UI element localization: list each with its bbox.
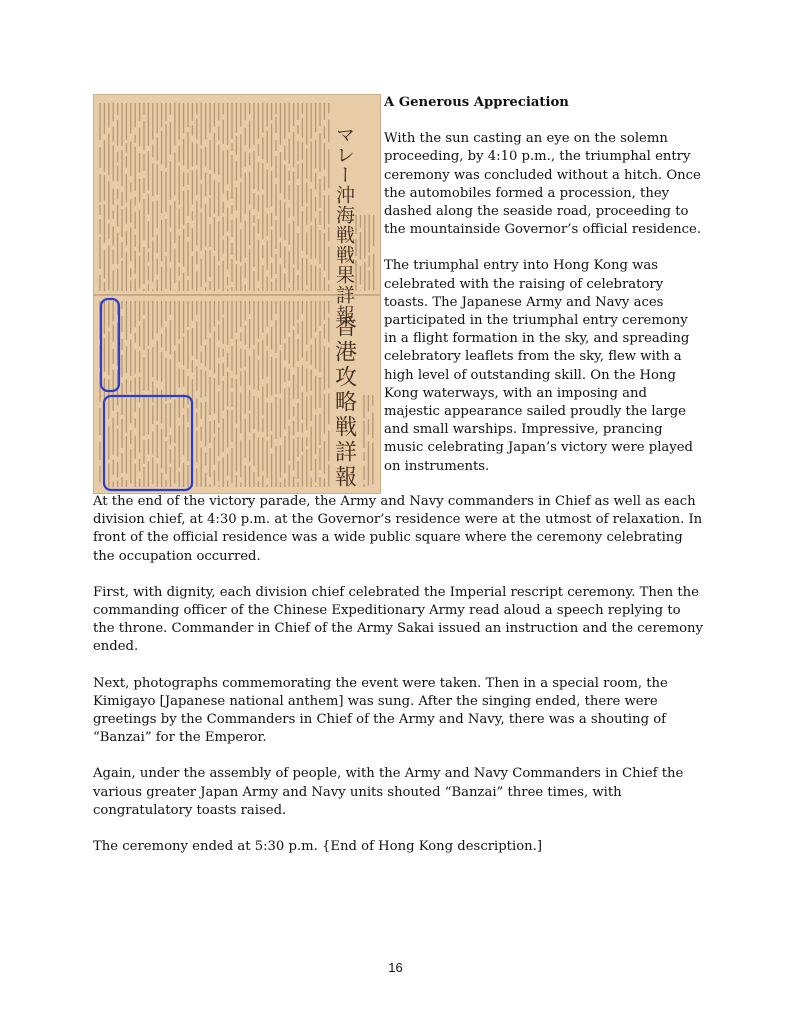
paragraph: With the sun casting an eye on the solemn proceeding, by 4:10 p.m., the triumphal entry ceremony was concluded without a hitch. Once the automobiles formed a procession, they dashed along the seaside road, proceeding to the mountainside Governor’s official residence.	[384, 131, 702, 238]
paragraph: Again, under the assembly of people, with the Army and Navy Commanders in Chief the various greater Japan Army and Navy units shouted “Banzai” three times, with congratulatory toasts raised.	[93, 766, 684, 818]
paragraph: The ceremony ended at 5:30 p.m. {End of Hong Kong description.]	[93, 839, 542, 855]
paragraph: At the end of the victory parade, the Army and Navy commanders in Chief as well as each division chief, at 4:30 p.m. at the Governor’s residence were at the utmost of relaxation. In front of the official residence was a wide public square where the ceremony celebrating the occupation occurred.	[93, 494, 703, 564]
paragraph: The triumphal entry into Hong Kong was celebrated with the raising of celebratory toasts. The Japanese Army and Navy aces participated in the triumphal entry ceremony in a flight formation in the sky, and spreading celebratory leaflets from the sky, flew with a high level of outstanding skill. On the Hong Kong waterways, with an imposing and majestic appearance sailed proudly the large and small warships. Impressive, prancing music celebrating Japan’s victory were played on instruments.	[384, 258, 693, 474]
page-number: 16	[388, 960, 403, 975]
newspaper-scan-image	[93, 94, 381, 494]
scan-headline-bottom: 香港攻略戦詳報	[331, 315, 357, 490]
paragraph: Next, photographs commemorating the event were taken. Then in a special room, the Kimigayo [Japanese national anthem] was sung. After the singing ended, there were greetings by the Commanders in Chief of the Army and Navy, there was a shouting of “Banzai” for the Emperor.	[93, 675, 668, 746]
highlight-box-1	[101, 299, 119, 391]
right-column-text	[384, 94, 704, 494]
section-heading: A Generous Appreciation	[384, 95, 569, 110]
full-width-text	[93, 493, 705, 874]
paragraph: First, with dignity, each division chief celebrated the Imperial rescript ceremony. Then the commanding officer of the Chinese Expeditionary Army read aloud a speech replying to the throne. Commander in Chief of the Army Sakai issued an instruction and the ceremony ended.	[93, 584, 703, 655]
scan-headline-top: マレー沖海戦戦果詳報	[333, 125, 355, 325]
